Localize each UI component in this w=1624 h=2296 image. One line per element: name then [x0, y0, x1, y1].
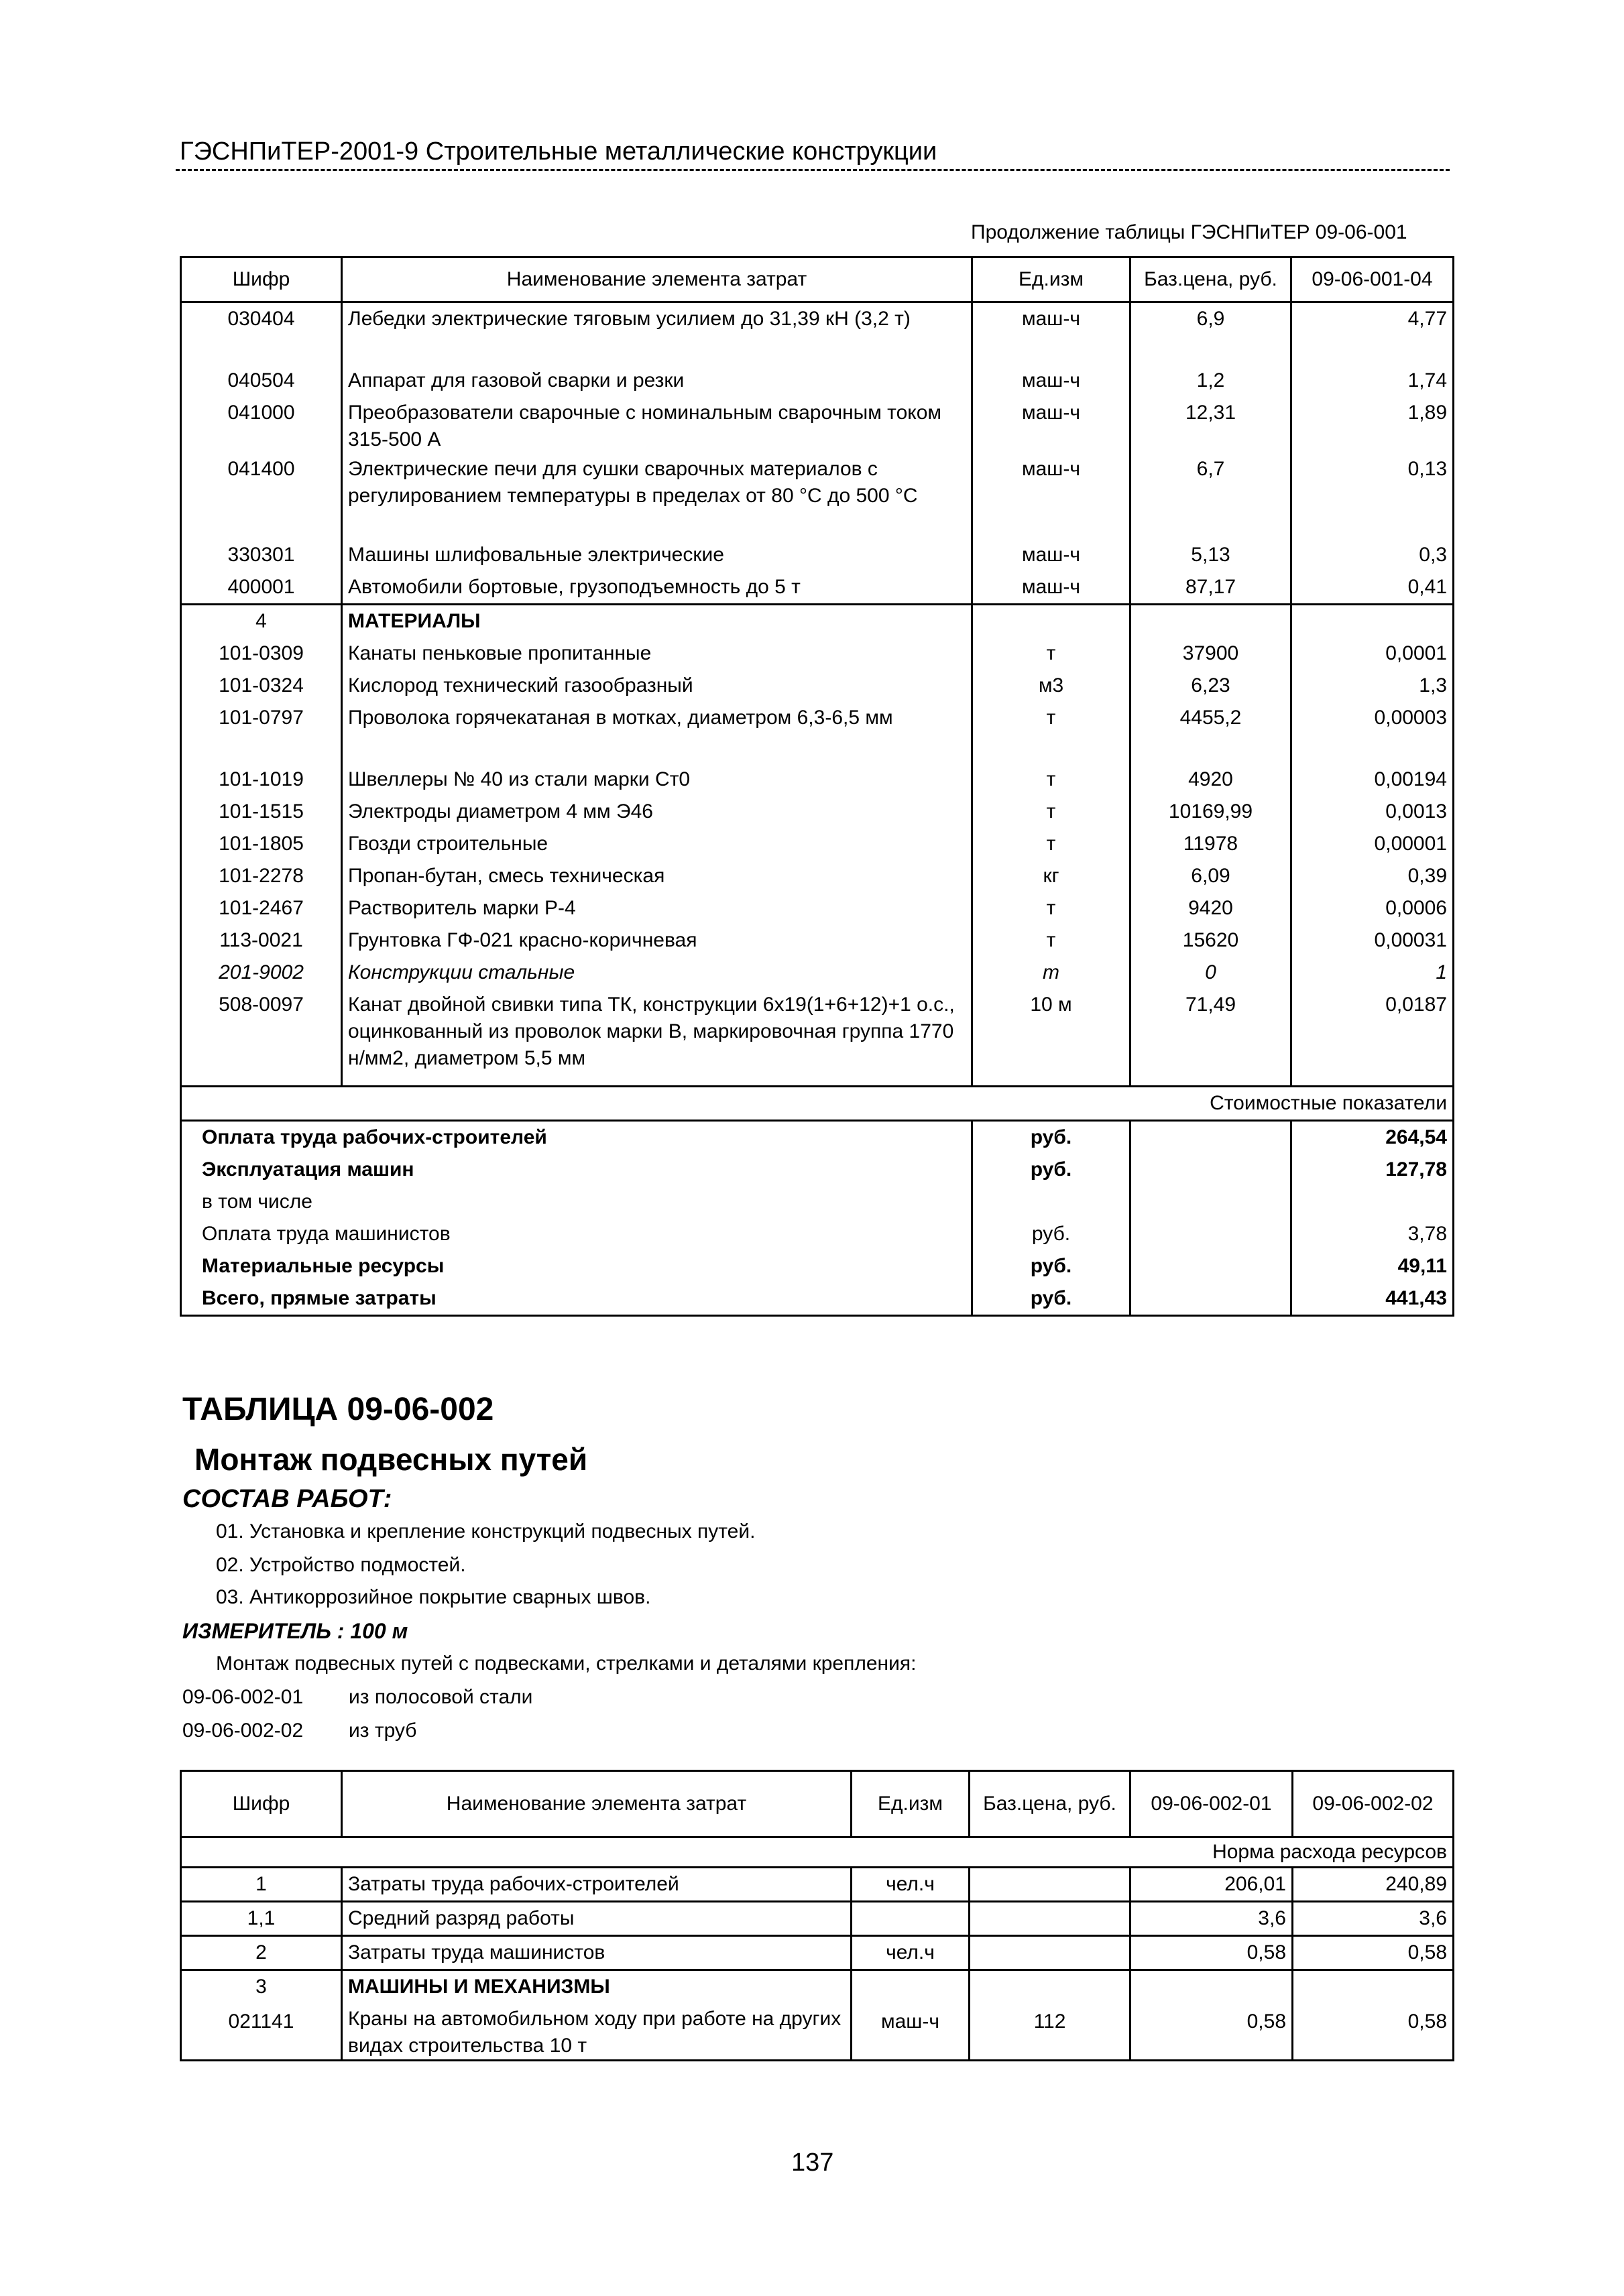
work-item: 01. Установка и крепление конструкций подвесных путей.: [216, 1520, 756, 1543]
cell-value-01: 0,58: [1130, 1936, 1293, 1970]
cell-value-01: 206,01: [1130, 1868, 1293, 1902]
cell-value: 0,00001: [1291, 828, 1454, 860]
table-row: [181, 989, 1454, 1072]
cell-code: 101-0324: [181, 670, 342, 702]
summary-unit: руб.: [972, 1250, 1130, 1282]
table-title: ТАБЛИЦА 09-06-002: [182, 1392, 494, 1427]
work-item: 03. Антикоррозийное покрытие сварных швов.: [216, 1586, 651, 1608]
spacer-row: [181, 734, 1454, 764]
summary-value: 3,78: [1291, 1218, 1454, 1250]
cell-value: 0,00003: [1291, 702, 1454, 734]
cell-unit: м3: [972, 670, 1130, 702]
cell-value: 1: [1291, 957, 1454, 989]
cell-name: Автомобили бортовые, грузоподъемность до 5 т: [342, 571, 972, 605]
cell-code: 040504: [181, 365, 342, 397]
cell-name: Электроды диаметром 4 мм Э46: [342, 796, 972, 828]
spacer-row: [181, 1072, 1454, 1087]
table-row: [181, 796, 1454, 828]
cell-code: 021141: [181, 2003, 342, 2061]
cell-price: 6,09: [1130, 860, 1291, 892]
resource-table-09-06-002: [180, 1770, 1454, 2061]
section-row-materials: [181, 605, 1454, 638]
cell-unit: чел.ч: [852, 1868, 970, 1902]
table-header-row: [181, 257, 1454, 302]
table-row: [181, 397, 1454, 453]
cell-code: 330301: [181, 539, 342, 571]
col-header-unit: Ед.изм: [852, 1771, 970, 1837]
table-row: [181, 1902, 1454, 1936]
cell-value: 0,13: [1291, 453, 1454, 509]
cell-unit: маш-ч: [972, 302, 1130, 336]
cell-unit: маш-ч: [972, 539, 1130, 571]
cell-price: 112: [970, 2003, 1130, 2061]
cell-value-01: 3,6: [1130, 1902, 1293, 1936]
summary-value: 127,78: [1291, 1154, 1454, 1186]
summary-value: 49,11: [1291, 1250, 1454, 1282]
norm-header: Норма расхода ресурсов: [181, 1837, 1454, 1868]
cell-value: 1,3: [1291, 670, 1454, 702]
variant-description: из полосовой стали: [349, 1686, 533, 1708]
cell-value: 0,0187: [1291, 989, 1454, 1072]
cell-price: [970, 1868, 1130, 1902]
cell-code: 101-0797: [181, 702, 342, 734]
cell-code: 101-1805: [181, 828, 342, 860]
work-item: 02. Устройство подмостей.: [216, 1554, 466, 1576]
cell-unit: кг: [972, 860, 1130, 892]
cell-unit: т: [972, 702, 1130, 734]
table-continuation-caption: Продолжение таблицы ГЭСНПиТЕР 09-06-001: [971, 221, 1407, 243]
cell-name: Кислород технический газообразный: [342, 670, 972, 702]
cell-name: Гвозди строительные: [342, 828, 972, 860]
cell-price: [970, 1902, 1130, 1936]
summary-unit: руб.: [972, 1121, 1130, 1154]
cell-value: 4,77: [1291, 302, 1454, 336]
table-row: [181, 828, 1454, 860]
cell-price: 10169,99: [1130, 796, 1291, 828]
cell-price: 5,13: [1130, 539, 1291, 571]
summary-unit: руб.: [972, 1154, 1130, 1186]
variant-code: 09-06-002-01: [182, 1686, 304, 1708]
cell-name: Затраты труда рабочих-строителей: [342, 1868, 852, 1902]
summary-row: [181, 1154, 1454, 1186]
table-row: [181, 539, 1454, 571]
cell-value-02: 0,58: [1293, 2003, 1454, 2061]
cell-price: 6,9: [1130, 302, 1291, 336]
col-header-name: Наименование элемента затрат: [342, 257, 972, 302]
summary-row: [181, 1186, 1454, 1218]
cell-value: 0,00194: [1291, 764, 1454, 796]
table-row: [181, 892, 1454, 924]
summary-label: Всего, прямые затраты: [181, 1282, 972, 1316]
cell-code: 041000: [181, 397, 342, 453]
cell-code: 113-0021: [181, 924, 342, 957]
cell-price: 11978: [1130, 828, 1291, 860]
cell-price: 4920: [1130, 764, 1291, 796]
cell-code: 1: [181, 1868, 342, 1902]
cell-unit: маш-ч: [972, 571, 1130, 605]
cell-name: Канат двойной свивки типа ТК, конструкции 6х19(1+6+12)+1 о.с., оцинкованный из проволок марки В, маркировочная группа 1770 н/мм2, диаметром 5,5 мм: [342, 989, 972, 1072]
col-header-price: Баз.цена, руб.: [970, 1771, 1130, 1837]
cell-unit: т: [972, 892, 1130, 924]
summary-row: [181, 1250, 1454, 1282]
col-header-code: Шифр: [181, 257, 342, 302]
cell-value-01: 0,58: [1130, 2003, 1293, 2061]
cell-code: 3: [181, 1970, 342, 2004]
cell-unit: т: [972, 638, 1130, 670]
cell-price: 6,7: [1130, 453, 1291, 509]
measure-unit: ИЗМЕРИТЕЛЬ : 100 м: [182, 1619, 408, 1643]
table-row: [181, 1936, 1454, 1970]
cell-code: 101-1515: [181, 796, 342, 828]
cell-name: Швеллеры № 40 из стали марки Ст0: [342, 764, 972, 796]
cell-price: 0: [1130, 957, 1291, 989]
table-row: [181, 365, 1454, 397]
cell-name: Электрические печи для сушки сварочных материалов с регулированием температуры в пределах от 80 °С до 500 °С: [342, 453, 972, 509]
summary-label: Оплата труда рабочих-строителей: [181, 1121, 972, 1154]
table-row: [181, 670, 1454, 702]
measure-description: Монтаж подвесных путей с подвесками, стрелками и деталями крепления:: [216, 1652, 917, 1675]
norm-header-row: [181, 1837, 1454, 1868]
cost-indicators-header-row: [181, 1087, 1454, 1121]
cell-value: 1,74: [1291, 365, 1454, 397]
cell-name: Проволока горячекатаная в мотках, диаметром 6,3-6,5 мм: [342, 702, 972, 734]
cell-name: Лебедки электрические тяговым усилием до 31,39 кН (3,2 т): [342, 302, 972, 336]
cell-price: 1,2: [1130, 365, 1291, 397]
cell-price: 87,17: [1130, 571, 1291, 605]
cell-code: 101-1019: [181, 764, 342, 796]
cell-code: 400001: [181, 571, 342, 605]
table-row: [181, 638, 1454, 670]
summary-value: 441,43: [1291, 1282, 1454, 1316]
cell-price: 15620: [1130, 924, 1291, 957]
cell-unit: маш-ч: [972, 365, 1130, 397]
cell-unit: т: [972, 828, 1130, 860]
cell-code: 101-0309: [181, 638, 342, 670]
section-row-machines: [181, 1970, 1454, 2004]
col-header-unit: Ед.изм: [972, 257, 1130, 302]
table-row: [181, 571, 1454, 605]
table-row: [181, 453, 1454, 509]
summary-label: Материальные ресурсы: [181, 1250, 972, 1282]
cell-code: 201-9002: [181, 957, 342, 989]
cell-value: 0,0006: [1291, 892, 1454, 924]
summary-row: [181, 1282, 1454, 1316]
cell-value-02: 0,58: [1293, 1936, 1454, 1970]
page-number: 137: [791, 2149, 834, 2177]
col-header-price: Баз.цена, руб.: [1130, 257, 1291, 302]
running-header: ГЭСНПиТЕР-2001-9 Строительные металлические конструкции: [180, 137, 937, 166]
cell-name: Краны на автомобильном ходу при работе на других видах строительства 10 т: [342, 2003, 852, 2061]
cell-code: 030404: [181, 302, 342, 336]
cell-unit: чел.ч: [852, 1936, 970, 1970]
col-header-value: 09-06-001-04: [1291, 257, 1454, 302]
table-header-row: [181, 1771, 1454, 1837]
summary-row: [181, 1121, 1454, 1154]
cell-name: Аппарат для газовой сварки и резки: [342, 365, 972, 397]
cell-unit: т: [972, 924, 1130, 957]
cell-unit: маш-ч: [972, 397, 1130, 453]
cell-unit: т: [972, 764, 1130, 796]
cell-price: 37900: [1130, 638, 1291, 670]
cell-unit: [852, 1902, 970, 1936]
variant-description: из труб: [349, 1719, 417, 1742]
summary-label: Эксплуатация машин: [181, 1154, 972, 1186]
table-row: [181, 302, 1454, 336]
table-row: [181, 1868, 1454, 1902]
cell-price: 12,31: [1130, 397, 1291, 453]
summary-label: Оплата труда машинистов: [181, 1218, 972, 1250]
cell-code: 508-0097: [181, 989, 342, 1072]
cell-value: 0,0013: [1291, 796, 1454, 828]
cell-value: 0,39: [1291, 860, 1454, 892]
cell-name: Машины шлифовальные электрические: [342, 539, 972, 571]
spacer-row: [181, 335, 1454, 365]
cell-code: 1,1: [181, 1902, 342, 1936]
cell-price: 4455,2: [1130, 702, 1291, 734]
cell-value-02: 240,89: [1293, 1868, 1454, 1902]
summary-unit: руб.: [972, 1282, 1130, 1316]
cell-name: Конструкции стальные: [342, 957, 972, 989]
cell-price: 71,49: [1130, 989, 1291, 1072]
resource-table-09-06-001: [180, 256, 1454, 1317]
cell-unit: маш-ч: [972, 453, 1130, 509]
cell-unit: т: [972, 796, 1130, 828]
cell-name: МАШИНЫ И МЕХАНИЗМЫ: [342, 1970, 852, 2004]
cell-name: Пропан-бутан, смесь техническая: [342, 860, 972, 892]
table-row: [181, 860, 1454, 892]
col-header-code: Шифр: [181, 1771, 342, 1837]
cell-unit: маш-ч: [852, 2003, 970, 2061]
cell-value: 1,89: [1291, 397, 1454, 453]
cell-unit: 10 м: [972, 989, 1130, 1072]
cell-value: 0,00031: [1291, 924, 1454, 957]
cell-code: 4: [181, 605, 342, 638]
composition-title: СОСТАВ РАБОТ:: [182, 1485, 392, 1513]
header-rule: [176, 169, 1450, 171]
summary-unit: руб.: [972, 1218, 1130, 1250]
cell-name: Средний разряд работы: [342, 1902, 852, 1936]
cell-price: 6,23: [1130, 670, 1291, 702]
cell-unit: т: [972, 957, 1130, 989]
cell-name: Затраты труда машинистов: [342, 1936, 852, 1970]
cell-value: 0,0001: [1291, 638, 1454, 670]
col-header-name: Наименование элемента затрат: [342, 1771, 852, 1837]
cell-code: 101-2467: [181, 892, 342, 924]
cell-price: 9420: [1130, 892, 1291, 924]
cell-name: Грунтовка ГФ-021 красно-коричневая: [342, 924, 972, 957]
table-row: [181, 924, 1454, 957]
summary-row: [181, 1218, 1454, 1250]
cell-value-02: 3,6: [1293, 1902, 1454, 1936]
cell-value: 0,3: [1291, 539, 1454, 571]
cell-code: 101-2278: [181, 860, 342, 892]
summary-label: в том числе: [181, 1186, 972, 1218]
cell-code: 2: [181, 1936, 342, 1970]
cell-name: Канаты пеньковые пропитанные: [342, 638, 972, 670]
col-header-value-01: 09-06-002-01: [1130, 1771, 1293, 1837]
table-row: [181, 2003, 1454, 2061]
cell-value: 0,41: [1291, 571, 1454, 605]
table-row: [181, 702, 1454, 734]
cost-indicators-header: Стоимостные показатели: [181, 1087, 1454, 1121]
cell-name: МАТЕРИАЛЫ: [342, 605, 972, 638]
cell-name: Преобразователи сварочные с номинальным сварочным током 315-500 А: [342, 397, 972, 453]
table-subtitle: Монтаж подвесных путей: [194, 1442, 588, 1477]
cell-code: 041400: [181, 453, 342, 509]
spacer-row: [181, 509, 1454, 539]
table-row: [181, 764, 1454, 796]
variant-code: 09-06-002-02: [182, 1719, 304, 1742]
col-header-value-02: 09-06-002-02: [1293, 1771, 1454, 1837]
cell-price: [970, 1936, 1130, 1970]
summary-value: 264,54: [1291, 1121, 1454, 1154]
table-row: [181, 957, 1454, 989]
cell-name: Растворитель марки Р-4: [342, 892, 972, 924]
